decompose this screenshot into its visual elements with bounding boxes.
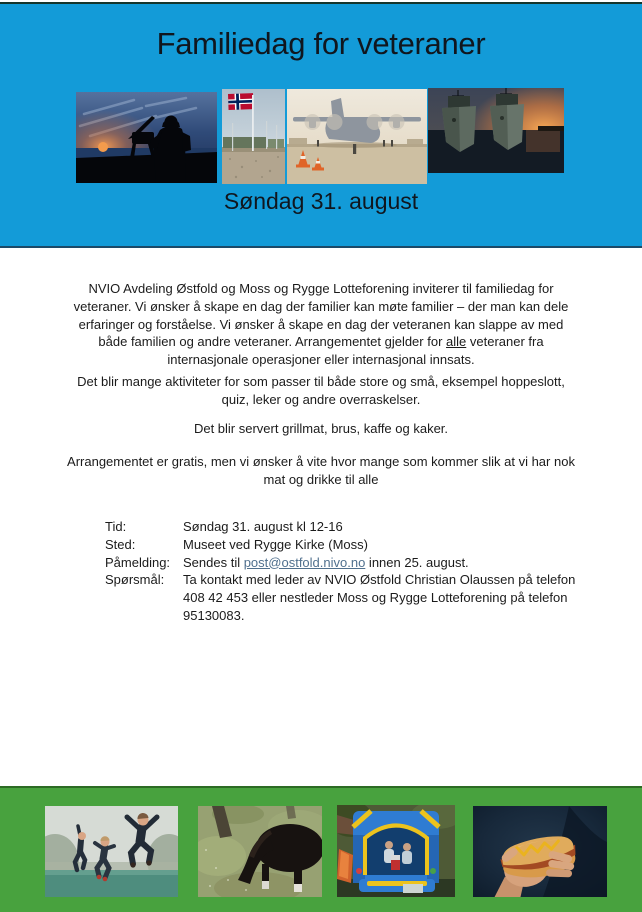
tid-label: Tid:	[105, 519, 127, 534]
pamelding-text-after: innen 25. august.	[365, 554, 469, 570]
photo-norwegian-flag-flagpoles	[222, 89, 285, 184]
intro-text-after: veteraner fra internasjonale operasjoner eller internasjonal innsats.	[167, 334, 544, 368]
detail-row-sporsmal	[105, 571, 595, 624]
photo-pony-grazing	[198, 806, 322, 897]
sted-label: Sted:	[105, 536, 136, 552]
flyer-title: Familiedag for veteraner	[156, 26, 486, 61]
pamelding-label: Påmelding:	[105, 554, 171, 570]
pamelding-text-before: Sendes til	[183, 554, 244, 570]
sted-value: Museet ved Rygge Kirke (Moss)	[183, 536, 368, 552]
sporsmal-label: Spørsmål:	[105, 572, 165, 588]
photo-children-jumping-park	[45, 806, 178, 897]
photo-hand-holding-hot-dog	[473, 806, 607, 897]
detail-row-tid	[105, 518, 595, 536]
email-link[interactable]: post@ostfold.nivo.no	[243, 554, 366, 570]
food-paragraph: Det blir servert grillmat, brus, kaffe og kaker.	[193, 421, 449, 436]
intro-text-underlined: alle	[446, 334, 467, 350]
intro-paragraph	[63, 280, 579, 369]
photo-soldier-silhouette-sunset	[76, 92, 217, 183]
detail-row-sted	[105, 536, 595, 554]
detail-row-pamelding	[105, 554, 595, 572]
event-date-heading: Søndag 31. august	[223, 188, 419, 214]
pamelding-value	[183, 554, 595, 572]
activities-paragraph: Det blir mange aktiviteter for som passer til både store og små, eksempel hoppeslott, quiz, leker og andre overraskelser.	[77, 374, 565, 407]
photo-military-transport-plane	[287, 89, 427, 184]
photo-navy-ships-sunset	[428, 88, 564, 173]
event-details	[105, 518, 595, 625]
sporsmal-value: Ta kontakt med leder av NVIO Østfold Christian Olaussen på telefon 408 42 453 eller nestleder Moss og Rygge Lotteforening på telefon 95130083.	[183, 572, 576, 623]
photo-bouncy-castle	[337, 805, 455, 897]
rsvp-paragraph: Arrangementet er gratis, men vi ønsker å vite hvor mange som kommer slik at vi har nok mat og drikke til alle	[67, 454, 575, 487]
tid-value: Søndag 31. august kl 12-16	[183, 519, 343, 534]
intro-text-before: NVIO Avdeling Østfold og Moss og Rygge Lotteforening inviterer til familiedag for veteraner. Vi ønsker å skape en dag der familier kan møte familier – der man kan dele erfaringer og forståelse. Vi ønsker å skape en dag der veteranen kan slappe av med både familien og andre veteraner. Arrangementet gjelder for	[73, 281, 569, 350]
